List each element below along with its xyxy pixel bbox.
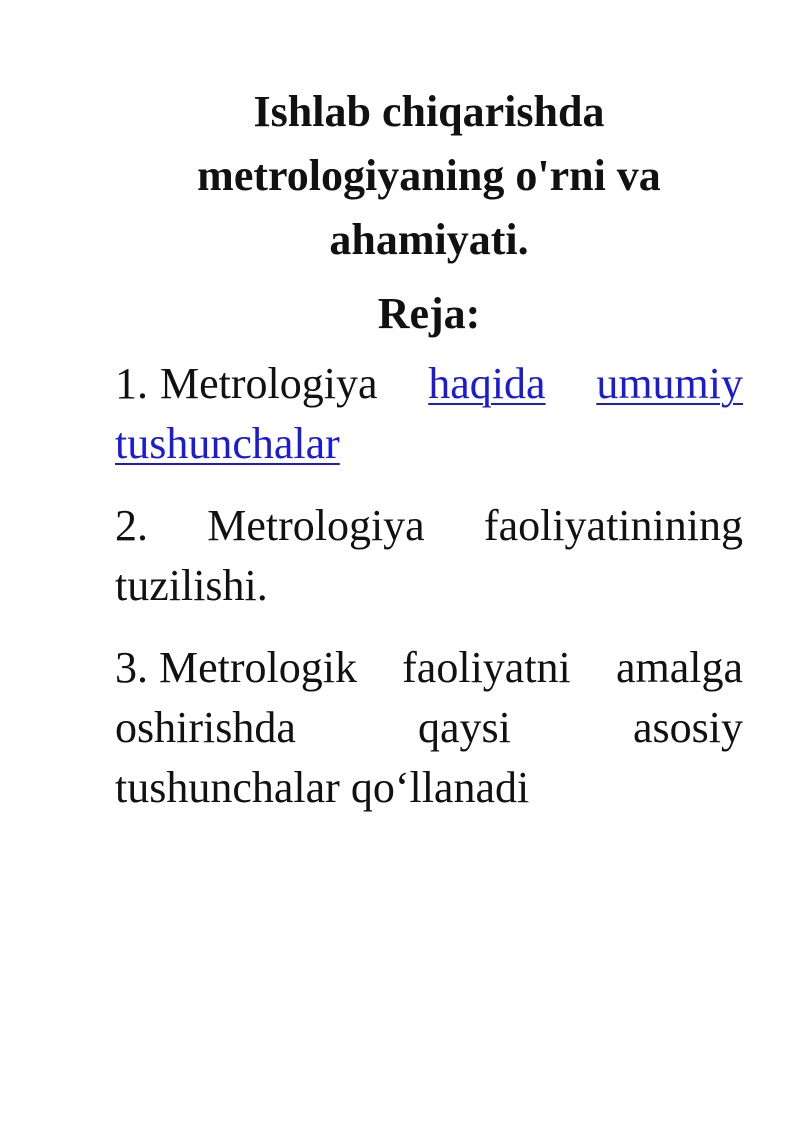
- plan-item-2: [115, 496, 743, 616]
- plan-item-3-line-3: [115, 758, 743, 818]
- plan-item-2-line-1: [115, 496, 743, 556]
- document-page: [115, 80, 743, 818]
- plan-item-1-line-2: [115, 414, 743, 474]
- plan-item-3-tail: tushunchalar qo‘llanadi: [115, 763, 530, 812]
- plan-item-3: [115, 638, 743, 818]
- title-line-2: metrologiyaning o'rni va: [197, 151, 661, 200]
- plan-item-2-word-1: Metrologiya: [207, 501, 425, 550]
- document-title: [115, 80, 743, 272]
- title-line-3: ahamiyati.: [329, 215, 529, 264]
- plan-item-1-link-part-2[interactable]: umumiy: [596, 359, 743, 408]
- plan-item-1-text: Metrologiya: [160, 359, 378, 408]
- plan-item-2-line-2: [115, 556, 743, 616]
- plan-item-1-link-part-3[interactable]: tushunchalar: [115, 419, 340, 468]
- plan-item-1: [115, 354, 743, 474]
- plan-item-3-word: oshirishda: [115, 703, 296, 752]
- plan-item-1-lead: [115, 354, 378, 414]
- plan-item-2-number: 2.: [115, 501, 148, 550]
- plan-heading: Reja:: [377, 289, 481, 338]
- plan-item-1-number: 1.: [115, 359, 148, 408]
- title-line-1: Ishlab chiqarishda: [253, 87, 605, 136]
- plan-item-3-word: amalga: [615, 643, 743, 692]
- plan-item-2-word-2: faoliyatinining: [483, 501, 743, 550]
- plan-item-3-word: asosiy: [633, 703, 743, 752]
- plan-item-3-line-2: [115, 698, 743, 758]
- plan-item-3-line-1: [115, 638, 743, 698]
- plan-item-1-link-part-1[interactable]: haqida: [428, 359, 546, 408]
- plan-item-3-word: 3. Metrologik: [115, 643, 357, 692]
- plan-item-3-word: faoliyatni: [402, 643, 571, 692]
- plan-item-3-word: qaysi: [418, 703, 511, 752]
- plan-item-1-line-1: [115, 354, 743, 414]
- plan-item-2-word-3: tuzilishi.: [115, 561, 268, 610]
